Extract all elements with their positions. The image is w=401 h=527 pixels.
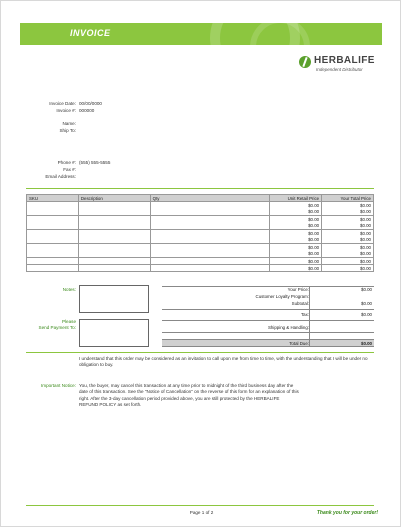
section-divider [26,352,374,353]
invoice-number-label: Invoice #: [56,108,76,113]
sku-header: SKU [27,195,79,202]
sku-cell[interactable] [27,230,79,237]
header-banner [20,23,382,45]
send-payment-field[interactable] [79,319,149,347]
shipping-label: Shipping & Handling: [267,325,309,330]
total-price-cell: $0.00 [322,244,374,251]
unit-price-cell: $0.00 [270,209,322,216]
total-price-cell: $0.00 [322,251,374,258]
qty-header: Qty [150,195,270,202]
loyalty-label: Customer Loyalty Program: [255,294,309,299]
total-price-cell: $0.00 [322,202,374,209]
description-cell[interactable] [78,209,150,216]
unit-price-header: Unit Retail Price [270,195,322,202]
table-row [27,223,374,230]
shipping-row [162,325,374,332]
unit-price-cell: $0.00 [270,265,322,272]
subtotal-label: Subtotal: [291,301,309,306]
invoice-number-value[interactable]: 000000 [79,108,95,113]
invoice-date-value[interactable]: 00/00/0000 [79,101,102,106]
phone-label: Phone #: [57,160,76,165]
email-label: Email Address: [45,174,76,179]
description-cell[interactable] [78,216,150,223]
table-row [27,216,374,223]
tax-label: Tax: [300,312,309,317]
logo-subtitle: Independent Distributor [316,67,363,72]
qty-cell[interactable] [150,209,270,216]
description-cell[interactable] [78,251,150,258]
your-price-row [162,287,374,294]
description-cell[interactable] [78,237,150,244]
sku-cell[interactable] [27,244,79,251]
table-row [27,230,374,237]
table-row [27,244,374,251]
table-row [27,258,374,265]
total-due-label: Total Due: [289,341,309,346]
unit-price-cell: $0.00 [270,258,322,265]
herbalife-logo [299,54,379,76]
totals-divider [162,332,374,333]
table-header-row [27,195,374,202]
qty-cell[interactable] [150,251,270,258]
sku-cell[interactable] [27,237,79,244]
qty-cell[interactable] [150,244,270,251]
tax-row [162,312,374,319]
total-price-cell: $0.00 [322,216,374,223]
your-price-label: Your Price: [287,287,309,292]
unit-price-cell: $0.00 [270,223,322,230]
total-price-header: Your Total Price [322,195,374,202]
thank-you-note: Thank you for your order! [316,510,378,516]
name-label: Name: [62,121,76,126]
notes-label: Notes: [62,287,76,292]
table-row [27,265,374,272]
logo-name: HERBALIFE [314,55,375,66]
totals-divider [162,309,374,310]
total-price-cell: $0.00 [322,265,374,272]
qty-cell[interactable] [150,230,270,237]
total-price-cell: $0.00 [322,258,374,265]
sku-cell[interactable] [27,265,79,272]
invoice-title: INVOICE [70,28,111,38]
qty-cell[interactable] [150,265,270,272]
description-cell[interactable] [78,258,150,265]
unit-price-cell: $0.00 [270,237,322,244]
totals-column-separator [309,286,310,347]
your-price-value: $0.00 [361,287,372,292]
qty-cell[interactable] [150,216,270,223]
description-cell[interactable] [78,244,150,251]
footer-divider [26,505,374,506]
qty-cell[interactable] [150,237,270,244]
sku-cell[interactable] [27,209,79,216]
description-cell[interactable] [78,223,150,230]
unit-price-cell: $0.00 [270,216,322,223]
table-row [27,209,374,216]
page-number: Page 1 of 2 [189,510,214,515]
qty-cell[interactable] [150,258,270,265]
total-due-row [162,339,374,347]
banner-swirl [250,23,310,45]
sku-cell[interactable] [27,223,79,230]
important-notice-text: You, the buyer, may cancel this transaction at any time prior to midnight of the third business day after the date of this transaction. See the "Notice of Cancellation" on the reverse of this form for an explanation of this right. After the 3-day cancellation period provided above, you are still protected by the HERBALIFE REFUND POLICY as set forth. [79,383,299,408]
send-payment-label-line2: Send Payment To: [38,325,76,330]
description-header: Description [78,195,150,202]
leaf-icon [299,56,311,68]
qty-cell[interactable] [150,202,270,209]
totals-divider [162,320,374,321]
important-notice-label: Important Notice: [41,383,76,388]
unit-price-cell: $0.00 [270,244,322,251]
unit-price-cell: $0.00 [270,251,322,258]
invoice-date-label: Invoice Date: [49,101,76,106]
total-price-cell: $0.00 [322,230,374,237]
description-cell[interactable] [78,265,150,272]
sku-cell[interactable] [27,202,79,209]
send-payment-label-line1: Please [61,319,76,324]
table-row [27,237,374,244]
unit-price-cell: $0.00 [270,202,322,209]
sku-cell[interactable] [27,251,79,258]
description-cell[interactable] [78,202,150,209]
subtotal-value: $0.00 [361,301,372,306]
sku-cell[interactable] [27,216,79,223]
notes-field[interactable] [79,285,149,313]
unit-price-cell: $0.00 [270,230,322,237]
fax-label: Fax #: [63,167,76,172]
tax-value: $0.00 [361,312,372,317]
total-price-cell: $0.00 [322,223,374,230]
items-table [26,194,374,272]
ship-to-label: Ship To: [59,128,76,133]
qty-cell[interactable] [150,223,270,230]
loyalty-row [162,294,374,301]
subtotal-row [162,301,374,308]
phone-value[interactable]: (555) 555-5555 [79,160,111,165]
section-divider [26,188,374,189]
total-due-value: $0.00 [361,341,372,346]
description-cell[interactable] [78,230,150,237]
total-price-cell: $0.00 [322,209,374,216]
table-row [27,251,374,258]
sku-cell[interactable] [27,258,79,265]
total-price-cell: $0.00 [322,237,374,244]
understanding-statement: I understand that this order may be considered as an invitation to call upon me from time to time, with the understanding that I will be under no obligation to buy. [79,356,368,368]
table-row [27,202,374,209]
